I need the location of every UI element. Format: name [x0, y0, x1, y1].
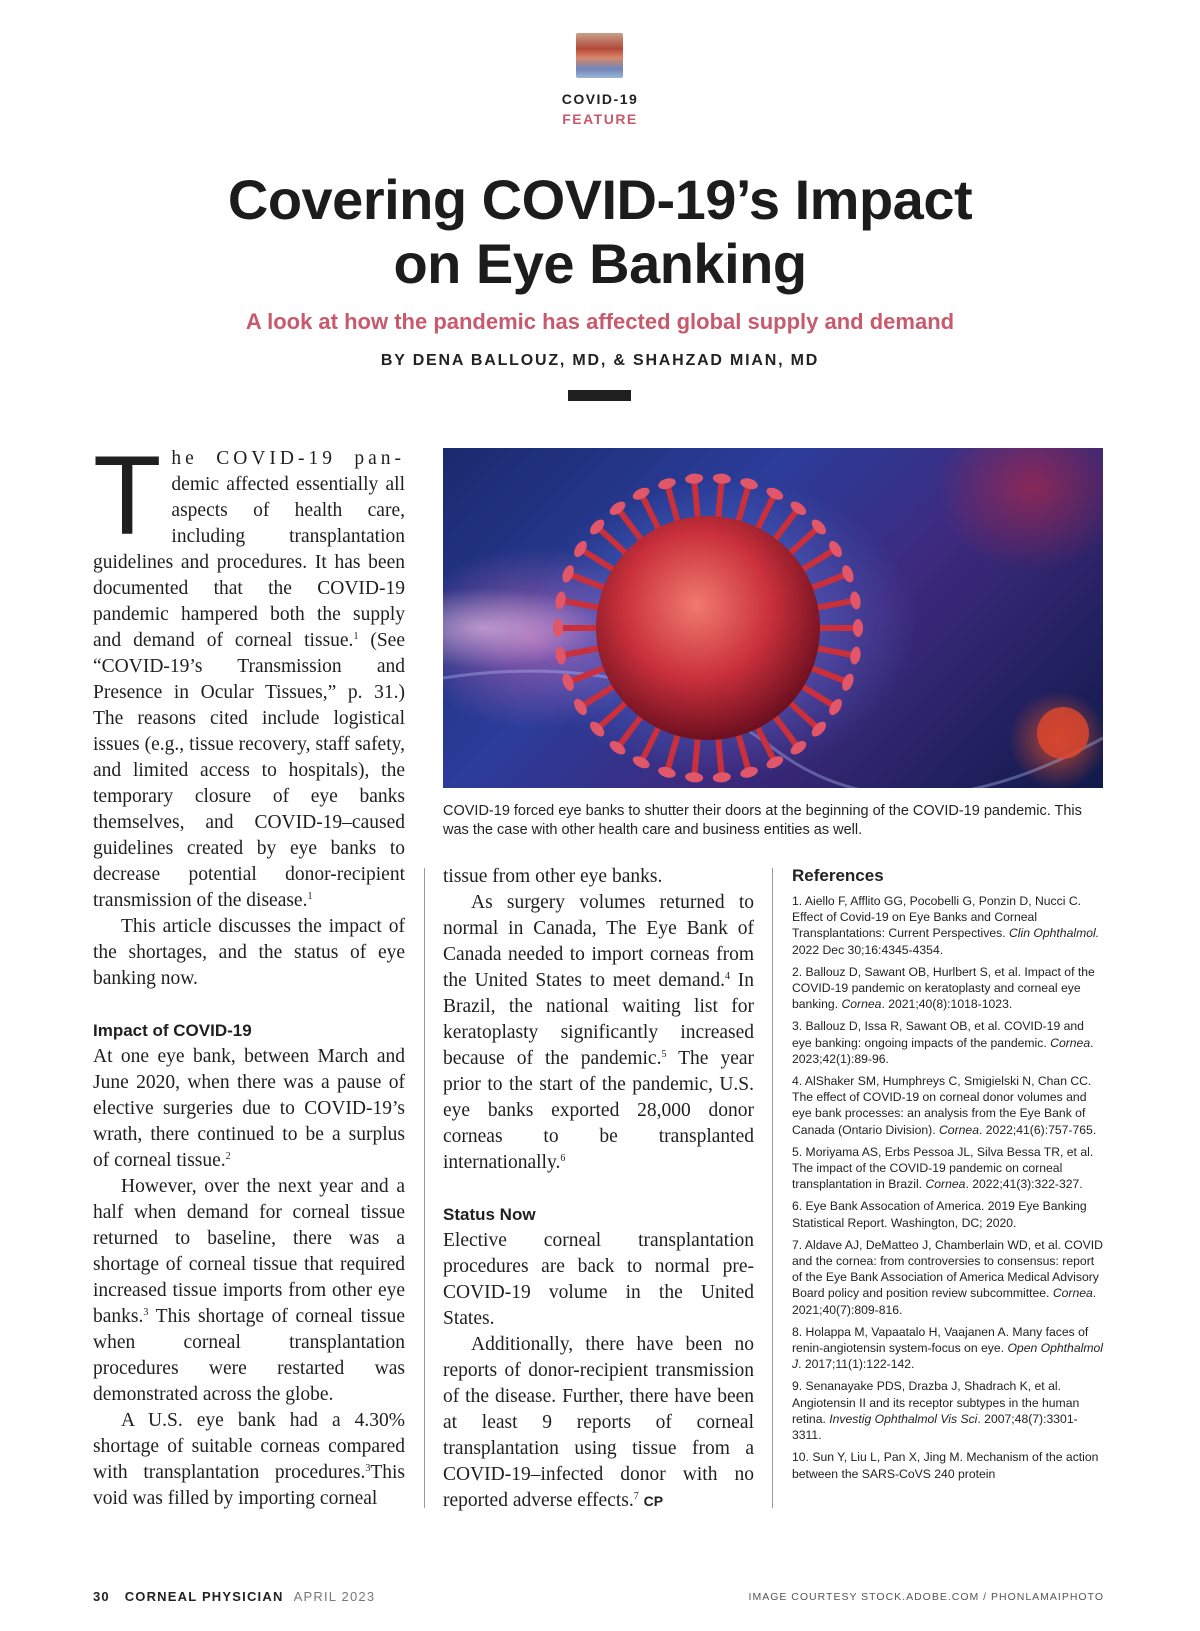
references-list [792, 893, 1104, 1482]
virus-spike-tip [739, 476, 759, 491]
virus-photo [443, 448, 1103, 788]
paragraph: tissue from other eye banks. [443, 866, 663, 887]
article-title [0, 168, 1200, 296]
virus-spike-tip [712, 772, 731, 784]
virus-spike-tip [657, 765, 677, 780]
references-heading: References [792, 866, 884, 885]
reference-item: 5. Moriyama AS, Erbs Pessoa JL, Silva Bessa TR, et al. The impact of the COVID-19 pandemic on corneal transplantation in Brazil. Cornea. 2022;41(3):322-327. [792, 1144, 1094, 1192]
reference-item: 3. Ballouz D, Issa R, Sawant OB, et al. COVID-19 and eye banking: ongoing impacts of the pandemic. Cornea. 2023;42(1):89-96. [792, 1019, 1094, 1066]
virus-spike-tip [849, 591, 862, 611]
end-mark: CP [643, 1493, 664, 1509]
virus-spike-tip [685, 473, 704, 485]
virus-spike-tip [849, 646, 862, 666]
paragraph: The COVID-19 pan- demic affected essentially all aspects of health care, including transplantation guidelines and procedures. It has been documented that the COVID-19 pandemic hampered both the supply and demand of corneal tissue.$^1$ (See “COVID-19’s Transmission and Presence in Ocular Tissues,” p. 31.) The reasons cited include logistical issues (e.g., tissue recovery, staff safety, and limited access to hospitals), the temporary closure of eye banks themselves, and COVID-19–caused guidelines created by eye banks to decrease potential donor-recipient transmission of the disease.$^1$ [93, 433, 405, 911]
virus-spike-tip [553, 619, 563, 637]
paragraph: As surgery volumes returned to normal in Canada, The Eye Bank of Canada needed to import corneas from the United States to meet demand.$^4$ In Brazil, the national waiting list for keratoplasty significantly increased because of the pandemic.$^5$ The year prior to the start of the pandemic, U.S. eye banks exported 28,000 donor corneas to be transplanted internationally.$^6$ [443, 892, 754, 1173]
reference-item: 9. Senanayake PDS, Drazba J, Shadrach K, et al. Angiotensin II and its receptor subtypes in the human retina. Investig Ophthalmol Vis Sci. 2007;48(7):3301-3311. [792, 1379, 1080, 1443]
virus-illustration [443, 448, 1103, 788]
body-column-2 [443, 864, 754, 1514]
paragraph: Additionally, there have been no reports of donor-recipient transmission of the disease. Further, there have been at least 9 reports of corneal transplantation using tissue from a COVID-19–infected donor with no reported adverse effects.$^7$ CP [443, 1334, 754, 1511]
virus-spike-tip [853, 619, 863, 637]
section-heading: Status Now [443, 1205, 536, 1224]
reference-item: 4. AlShaker SM, Humphreys C, Smigielski N, Chan CC. The effect of COVID-19 on corneal donor volumes and eye bank processes: an analysis from the Eye Bank of Canada (Ontario Division). Cornea. 2022;41(6):757-765. [792, 1074, 1097, 1137]
lead-in: he COVID-19 pan- [171, 448, 405, 469]
reference-item: 6. Eye Bank Assocation of America. 2019 Eye Banking Statistical Report. Washington, DC; 2020. [792, 1199, 1087, 1230]
section-label: FEATURE [562, 111, 638, 127]
section-thumbnail-image [576, 33, 623, 78]
title-divider [568, 390, 631, 401]
page-footer [93, 1589, 375, 1604]
reference-item: 8. Holappa M, Vapaatalo H, Vaajanen A. Many faces of renin-angiotensin system-focus on eye. Open Ophthalmol J. 2017;11(1):122-142. [792, 1324, 1103, 1372]
column-divider [424, 868, 425, 1508]
reference-item: 1. Aiello F, Afflito GG, Pocobelli G, Ponzin D, Nucci C. Effect of Covid-19 on Eye Banks and Corneal Transplantations: Current Perspectives. Clin Ophthalmol. 2022 Dec 30;16:4345-4354. [792, 894, 1100, 957]
page-number: 30 [93, 1589, 110, 1604]
issue-date: APRIL 2023 [293, 1589, 376, 1604]
magazine-name: CORNEAL PHYSICIAN [124, 1589, 284, 1604]
virus-body [596, 516, 820, 740]
virus-spike-tip [657, 476, 677, 491]
section-kicker: COVID-19 [561, 91, 639, 107]
title-line-1: Covering COVID-19’s Impact [227, 168, 973, 231]
paragraph: This article discusses the impact of the shortages, and the status of eye banking now. [93, 916, 405, 989]
references-column [792, 865, 1104, 1488]
virus-spike-tip [712, 473, 731, 485]
virus-spike-tip [739, 765, 759, 780]
article-subtitle: A look at how the pandemic has affected global supply and demand [245, 309, 955, 334]
paragraph: At one eye bank, between March and June 2020, when there was a pause of elective surgeries due to COVID-19’s wrath, there continued to be a surplus of corneal tissue.$^2$ [93, 1046, 405, 1171]
figure-caption: COVID-19 forced eye banks to shutter their doors at the beginning of the COVID-19 pandemic. This was the case with other health care and business entities as well. [443, 803, 1082, 838]
reference-item: 10. Sun Y, Liu L, Pan X, Jing M. Mechanism of the action between the SARS-CoVS 240 protein [792, 1450, 1099, 1481]
paragraph: A U.S. eye bank had a 4.30% shortage of suitable corneas compared with transplantation procedures.$^3$This void was filled by importing corneal [93, 1410, 405, 1509]
virus-spike-tip [685, 772, 704, 784]
paragraph: However, over the next year and a half when demand for corneal tissue returned to baseline, there was a shortage of corneal tissue that required increased tissue imports from other eye banks.$^3$ This shortage of corneal tissue when corneal transplantation procedures were restarted was demonstrated across the globe. [93, 1176, 405, 1405]
body-column-1 [93, 433, 405, 1512]
paragraph: Elective corneal transplantation procedures are back to normal pre-COVID-19 volume in the United States. [443, 1230, 754, 1329]
reference-item: 7. Aldave AJ, DeMatteo J, Chamberlain WD, et al. COVID and the cornea: from controversies to consensus: report of the Eye Bank Association of America Medical Advisory Board policy and position review subcommittee. Cornea. 2021;40(7):809-816. [792, 1237, 1103, 1317]
drop-cap: T [93, 433, 162, 558]
title-line-2: on Eye Banking [393, 232, 807, 295]
byline: BY DENA BALLOUZ, MD, & SHAHZAD MIAN, MD [380, 352, 820, 369]
section-heading: Impact of COVID-19 [93, 1021, 252, 1040]
image-credit: IMAGE COURTESY STOCK.ADOBE.COM / PHONLAMAIPHOTO [748, 1591, 1104, 1603]
small-virus [1037, 707, 1089, 759]
column-divider [772, 868, 773, 1508]
reference-item: 2. Ballouz D, Sawant OB, Hurlbert S, et al. Impact of the COVID-19 pandemic on keratoplasty and corneal eye banking. Cornea. 2021;40(8):1018-1023. [792, 964, 1095, 1012]
